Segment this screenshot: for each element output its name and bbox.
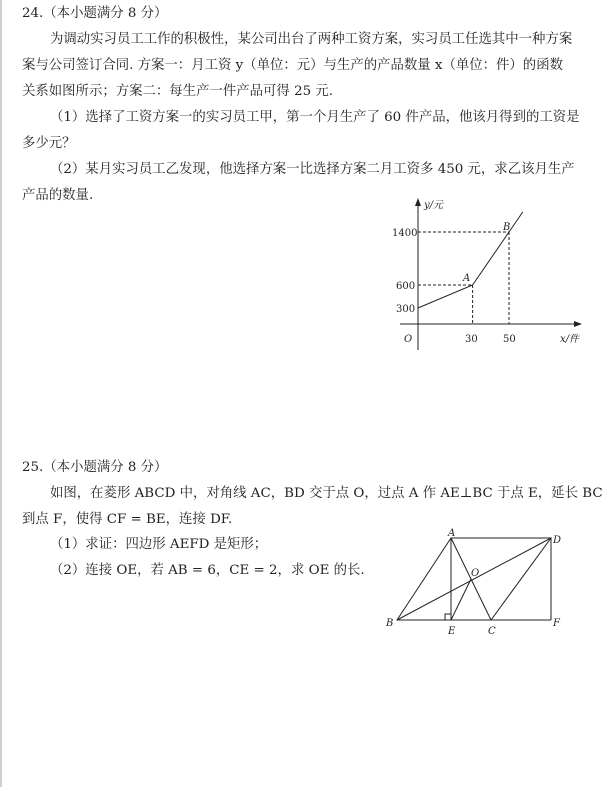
q24-part1-line-1: （1）选择了工资方案一的实习员工甲，第一个月生产了 60 件产品，他该月得到的工资是 <box>50 110 580 125</box>
point-a-label: A <box>463 273 471 284</box>
y-axis-label: y/元 <box>424 200 444 211</box>
fig-label-c: C <box>488 626 496 637</box>
fig-label-d: D <box>553 535 562 546</box>
q25-part2: （2）连接 OE，若 AB = 6，CE = 2，求 OE 的长. <box>50 563 365 578</box>
q25-title: 25.（本小题满分 8 分） <box>22 460 168 475</box>
origin-label: O <box>404 334 413 345</box>
diagonal-bd <box>397 538 551 620</box>
fig-label-o: O <box>471 568 480 579</box>
q24-title: 24.（本小题满分 8 分） <box>22 6 168 21</box>
x-tick-50: 50 <box>503 334 516 345</box>
x-axis-label: x/件 <box>560 334 580 345</box>
point-b-label: B <box>503 222 511 233</box>
fig-label-b: B <box>386 618 394 629</box>
x-tick-30: 30 <box>465 334 478 345</box>
q25-text-line-2: 到点 F，使得 CF = BE，连接 DF. <box>22 512 233 527</box>
q25-part1: （1）求证：四边形 AEFD 是矩形； <box>50 537 268 552</box>
q24-part1-line-2: 多少元？ <box>22 136 76 151</box>
y-tick-1400: 1400 <box>392 228 418 239</box>
y-tick-300: 300 <box>396 304 416 315</box>
q24-part2-line-2: 产品的数量. <box>22 188 94 203</box>
fig-label-e: E <box>448 626 456 637</box>
q24-text-line-2: 案与公司签订合同. 方案一：月工资 y（单位：元）与生产的产品数量 x（单位：件）的函数 <box>22 58 563 73</box>
q24-text-line-3: 关系如图所示；方案二：每生产一件产品可得 25 元. <box>22 84 334 99</box>
segment-oe <box>451 579 471 620</box>
q24-part2-line-1: （2）某月实习员工乙发现，他选择方案一比选择方案二月工资多 450 元，求乙该月生产 <box>50 162 575 177</box>
y-tick-600: 600 <box>396 281 416 292</box>
right-angle-mark <box>445 614 451 620</box>
q25-text-line-1: 如图，在菱形 ABCD 中，对角线 AC，BD 交于点 O，过点 A 作 AE⊥BC 于点 E，延长 BC <box>50 486 603 501</box>
fig-label-f: F <box>553 618 560 629</box>
q24-text-line-1: 为调动实习员工工作的积极性，某公司出台了两种工资方案，实习员工任选其中一种方案 <box>50 32 573 47</box>
fig-label-a: A <box>448 528 456 539</box>
